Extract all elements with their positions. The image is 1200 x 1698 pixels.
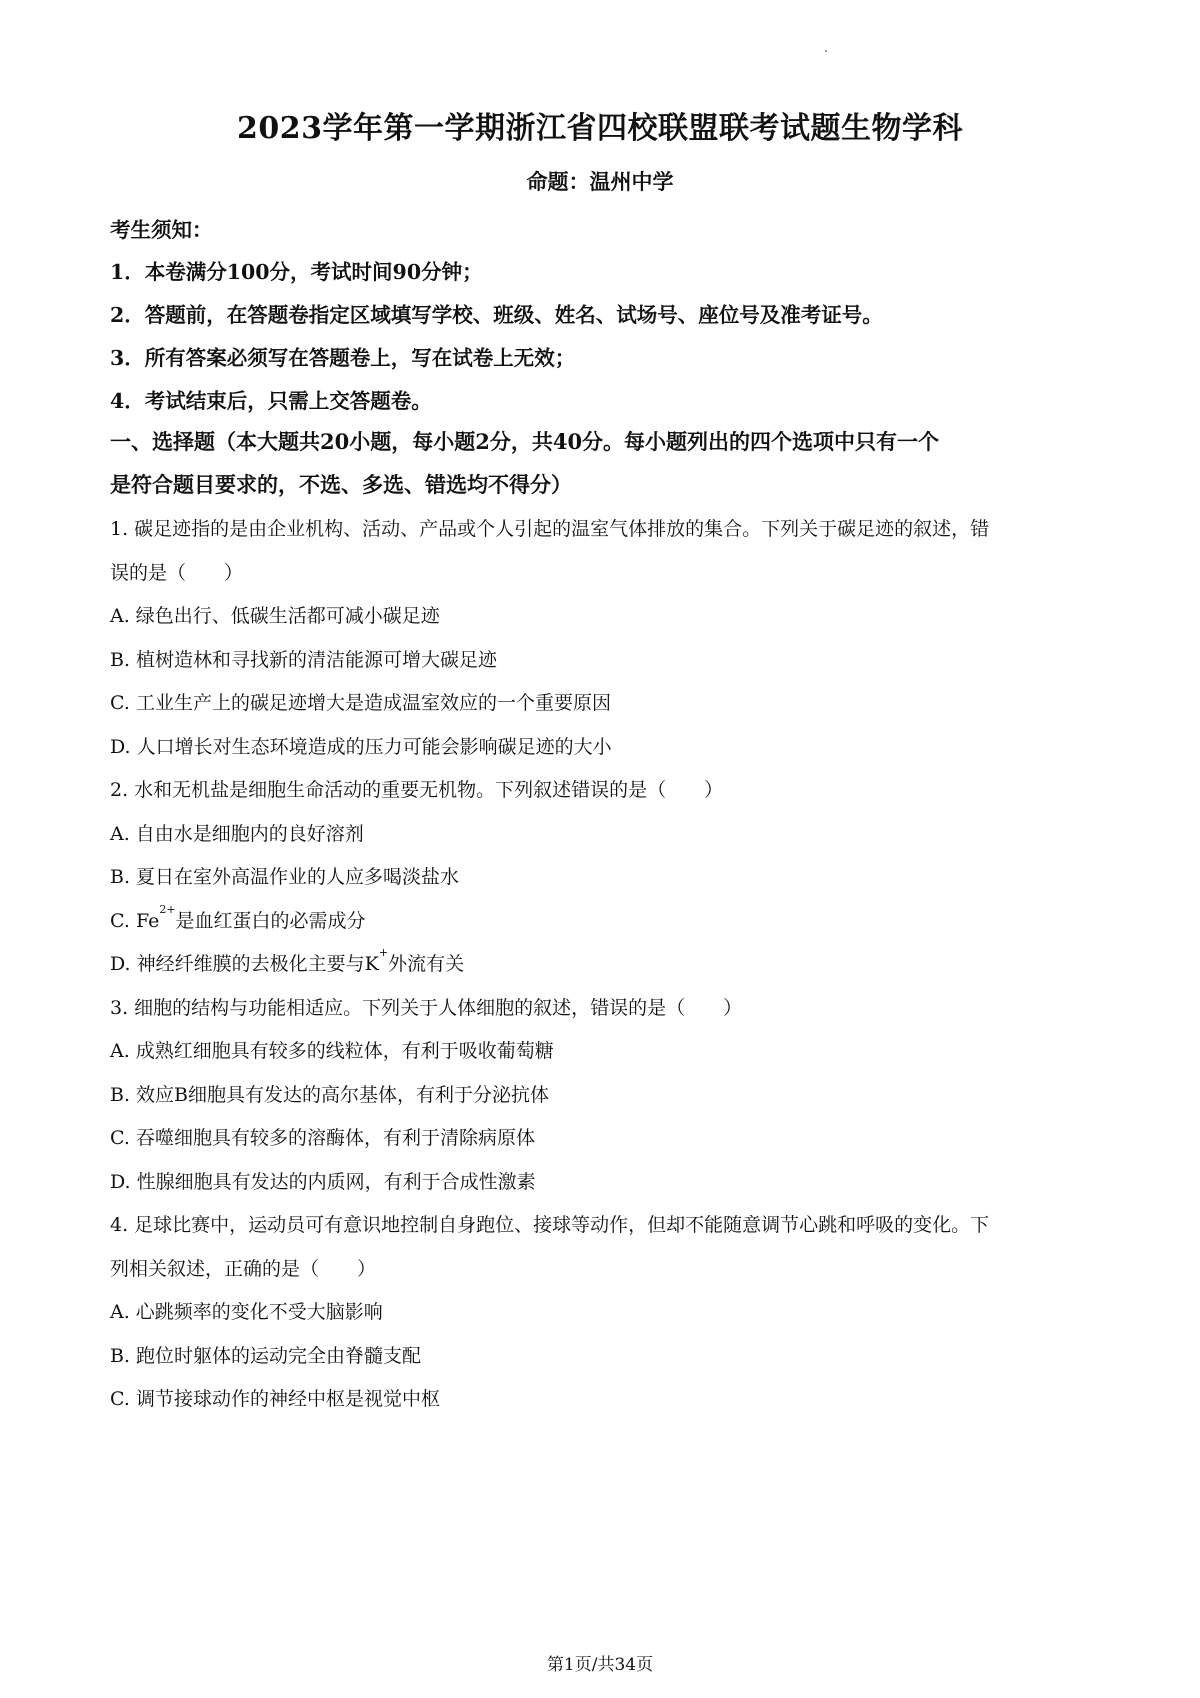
question-2-option-c [110, 903, 1110, 933]
question-2-option-d [110, 946, 1110, 976]
question-3-option-b: B. 效应B细胞具有发达的高尔基体，有利于分泌抗体 [110, 1084, 550, 1106]
question-1-option-d: D. 人口增长对生态环境造成的压力可能会影响碳足迹的大小 [110, 736, 612, 758]
notice-heading: 考生须知： [110, 218, 213, 242]
notice-item: 1．本卷满分100分，考试时间90分钟； [110, 260, 483, 284]
question-1-option-a: A. 绿色出行、低碳生活都可减小碳足迹 [110, 605, 440, 627]
notice-item: 4．考试结束后，只需上交答题卷。 [110, 389, 432, 413]
question-4-stem-cont: 列相关叙述，正确的是（ ） [110, 1258, 377, 1280]
question-2-option-b: B. 夏日在室外高温作业的人应多喝淡盐水 [110, 866, 460, 888]
question-3-option-c: C. 吞噬细胞具有较多的溶酶体，有利于清除病原体 [110, 1127, 535, 1149]
superscript: + [378, 946, 389, 959]
scan-speck [825, 50, 827, 52]
option-text-tail: 外流有关 [388, 953, 465, 975]
question-3-option-d: D. 性腺细胞具有发达的内质网，有利于合成性激素 [110, 1171, 536, 1193]
question-3-stem: 3. 细胞的结构与功能相适应。下列关于人体细胞的叙述，错误的是（ ） [110, 997, 743, 1019]
superscript: 2+ [159, 903, 176, 916]
option-text: D. 神经纤维膜的去极化主要与K [110, 953, 379, 975]
question-4-option-b: B. 跑位时躯体的运动完全由脊髓支配 [110, 1345, 422, 1367]
question-4-stem: 4. 足球比赛中，运动员可有意识地控制自身跑位、接球等动作，但却不能随意调节心跳和呼吸的变化。下 [110, 1214, 990, 1236]
question-4-option-a: A. 心跳频率的变化不受大脑影响 [110, 1301, 383, 1323]
question-1-option-c: C. 工业生产上的碳足迹增大是造成温室效应的一个重要原因 [110, 692, 611, 714]
author-line: 命题：温州中学 [526, 169, 674, 194]
question-1-option-b: B. 植树造林和寻找新的清洁能源可增大碳足迹 [110, 649, 498, 671]
option-text-tail: 是血红蛋白的必需成分 [175, 910, 366, 932]
section-heading-cont: 是符合题目要求的，不选、多选、错选均不得分） [110, 472, 572, 497]
question-3-option-a: A. 成熟红细胞具有较多的线粒体，有利于吸收葡萄糖 [110, 1040, 554, 1062]
notice-item: 2．答题前，在答题卷指定区域填写学校、班级、姓名、试场号、座位号及准考证号。 [110, 303, 883, 327]
page-title: 2023学年第一学期浙江省四校联盟联考试题生物学科 [237, 111, 963, 146]
page-number: 第1页/共34页 [546, 1655, 654, 1675]
question-1-stem-cont: 误的是（ ） [110, 562, 244, 584]
question-4-option-c: C. 调节接球动作的神经中枢是视觉中枢 [110, 1388, 440, 1410]
question-1-stem: 1. 碳足迹指的是由企业机构、活动、产品或个人引起的温室气体排放的集合。下列关于碳足迹的叙述，错 [110, 518, 990, 540]
question-2-stem: 2. 水和无机盐是细胞生命活动的重要无机物。下列叙述错误的是（ ） [110, 779, 724, 801]
section-heading: 一、选择题（本大题共20小题，每小题2分，共40分。每小题列出的四个选项中只有一个 [110, 429, 940, 454]
option-text: C. Fe [110, 910, 160, 932]
notice-item: 3．所有答案必须写在答题卷上，写在试卷上无效； [110, 346, 576, 370]
question-2-option-a: A. 自由水是细胞内的良好溶剂 [110, 823, 364, 845]
